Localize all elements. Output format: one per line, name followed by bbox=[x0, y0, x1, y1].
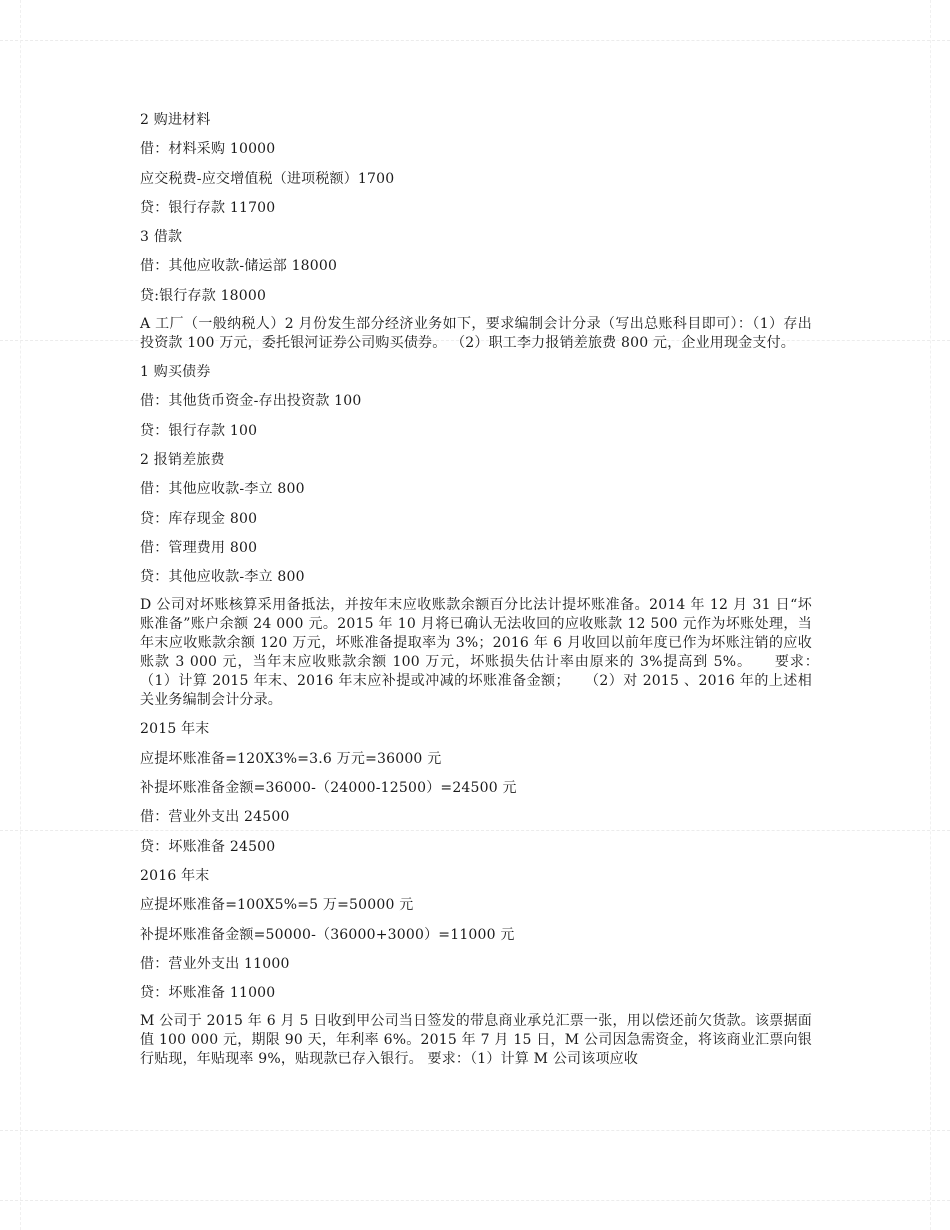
entry-line: 借：其他货币资金-存出投资款 100 bbox=[140, 393, 362, 410]
entry-line: 借：其他应收款-李立 800 bbox=[140, 481, 305, 498]
entry-line: 借：其他应收款-储运部 18000 bbox=[140, 258, 338, 275]
entry-line: 借：管理费用 800 bbox=[140, 539, 258, 556]
guide-line bbox=[0, 1130, 950, 1131]
entry-line: 借：材料采购 10000 bbox=[140, 141, 276, 158]
entry-line: 借：营业外支出 11000 bbox=[140, 955, 290, 972]
heading-buy-bonds: 1 购买债券 bbox=[140, 364, 211, 381]
entry-line: 贷：银行存款 11700 bbox=[140, 199, 276, 216]
calc-line: 应提坏账准备=120X3%=3.6 万元=36000 元 bbox=[140, 750, 442, 767]
entry-line: 贷：坏账准备 11000 bbox=[140, 985, 276, 1002]
entry-line: 贷：其他应收款-李立 800 bbox=[140, 569, 305, 586]
heading-year-2016: 2016 年末 bbox=[140, 867, 210, 884]
entry-line: 贷：银行存款 100 bbox=[140, 422, 258, 439]
entry-line: 应交税费-应交增值税（进项税额）1700 bbox=[140, 170, 395, 187]
entry-line: 贷:银行存款 18000 bbox=[140, 287, 267, 304]
calc-line: 补提坏账准备金额=50000-（36000+3000）=11000 元 bbox=[140, 926, 515, 943]
heading-purchase-materials: 2 购进材料 bbox=[140, 112, 211, 128]
guide-line bbox=[20, 0, 21, 1230]
guide-line bbox=[0, 40, 950, 41]
problem-paragraph-m-company: M 公司于 2015 年 6 月 5 日收到甲公司当日签发的带息商业承兑汇票一张，用以偿还前欠货款。该票据面值 100 000 元，期限 90 天，年利率 6%。2015 年 7 月 15 日，M 公司因急需资金，将该商业汇票向银行贴现，年贴现率 9%，贴现款已存入银行。 要求：（1）计算 M 公司该项应收 bbox=[140, 1013, 812, 1068]
entry-line: 贷：库存现金 800 bbox=[140, 510, 258, 527]
calc-line: 应提坏账准备=100X5%=5 万=50000 元 bbox=[140, 897, 414, 914]
entry-line: 借：营业外支出 24500 bbox=[140, 809, 290, 826]
entry-line: 贷：坏账准备 24500 bbox=[140, 838, 276, 855]
calc-line: 补提坏账准备金额=36000-（24000-12500）=24500 元 bbox=[140, 780, 517, 797]
problem-paragraph-d-company: D 公司对坏账核算采用备抵法，并按年末应收账款余额百分比法计提坏账准备。2014 年 12 月 31 日“坏账准备”账户余额 24 000 元。2015 年 10 月将已确认无法收回的应收账款 12 500 元作为坏账处理，当年末应收账款余额 120 万元，坏账准备提取率为 3%；2016 年 6 月收回以前年度已作为坏账注销的应收账款 3 000 元，当年末应收账款余额 100 万元，坏账损失估计率由原来的 3%提高到 5%。 要求： （1）计算 2015 年末、2016 年末应补提或冲减的坏账准备金额； （2）对 2015 、2016 年的上述相关业务编制会计分录。 bbox=[140, 597, 841, 709]
guide-line bbox=[930, 0, 931, 1230]
heading-travel-expense: 2 报销差旅费 bbox=[140, 451, 225, 468]
heading-year-2015: 2015 年末 bbox=[140, 721, 210, 738]
problem-paragraph-a-factory: A 工厂（一般纳税人）2 月份发生部分经济业务如下，要求编制会计分录（写出总账科目即可）：（1）存出投资款 100 万元，委托银河证券公司购买债券。 （2）职工李力报销差旅费 800 元，企业用现金支付。 bbox=[140, 316, 812, 352]
document-body bbox=[140, 110, 841, 1078]
guide-line bbox=[0, 1200, 950, 1201]
heading-borrowing: 3 借款 bbox=[140, 229, 183, 246]
